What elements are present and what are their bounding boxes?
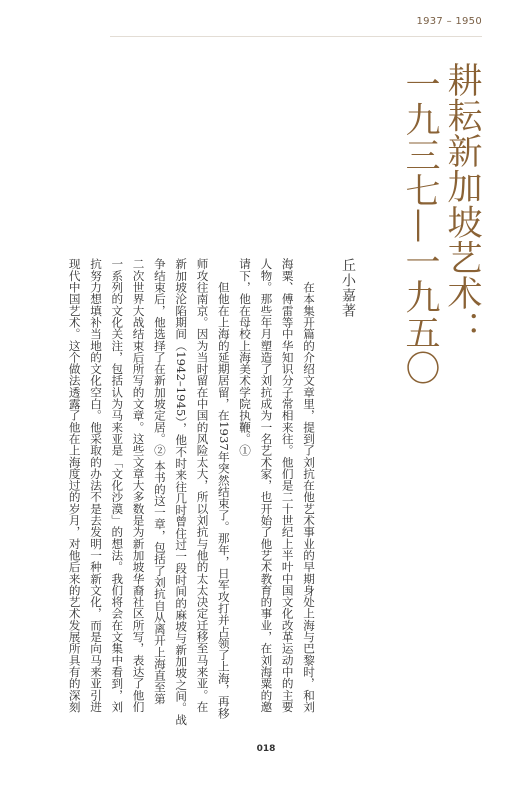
- page-number: 018: [256, 744, 276, 754]
- body-column: 海粟、傅雷等中华知识分子常相来往。他们是二十世纪上半叶中国文化改革运动中的主要: [280, 258, 295, 713]
- body-column: 争结束后，他选择了在新加坡定居。② 本书的这一章，包括了刘抗自从离开上海直至第: [152, 258, 167, 705]
- body-column: 一系列的文化关注，包括认为马来亚是「文化沙漠」的想法。我们将会在文集中看到，刘: [110, 258, 125, 713]
- body-column: 师攻往南京。因为当时留在中国的风险太大，所以刘抗与他的太太决定迁移至马来亚。在: [195, 258, 210, 713]
- body-column: 请下，他在母校上海美术学院执鞭。①: [238, 258, 253, 457]
- body-column: 但他在上海的延期居留，在1937年突然结束了。那年，日军攻打并占领了上海，再移: [216, 258, 231, 719]
- running-header: [110, 14, 482, 37]
- body-column: 二次世界大战结束后所写的文章。这些文章大多数是为新加坡华裔社区所写，表达了他们: [131, 258, 146, 713]
- body-column: 新加坡沦陷期间（1942–1945），他不时来往几时曾住过一段时间的麻坡与新加坡之间。战: [174, 258, 189, 726]
- body-column: 人物。那些年月塑造了刘抗成为一名艺术家，也开始了他艺术教育的事业，在刘海粟的邀: [259, 258, 274, 713]
- header-year-range: 1937 – 1950: [416, 16, 482, 27]
- author-byline: 丘小嘉著: [340, 258, 356, 318]
- body-column: 在本集开篇的介绍文章里，提到了刘抗在他艺术事业的早期身处上海与巴黎时，和刘: [302, 258, 316, 713]
- chapter-title-line-1: 耕耘新加坡艺术：: [442, 62, 482, 346]
- body-column: 抗努力想填补当地的文化空白。他采取的办法不是去发明一种新文化，而是向马来亚引进: [89, 258, 103, 713]
- body-column: 现代中国艺术。这个做法透露了他在上海度过的岁月，对他后来的艺术发展所具有的深刻: [67, 258, 82, 713]
- chapter-title-line-2: 一九三七—一九五〇: [400, 66, 440, 386]
